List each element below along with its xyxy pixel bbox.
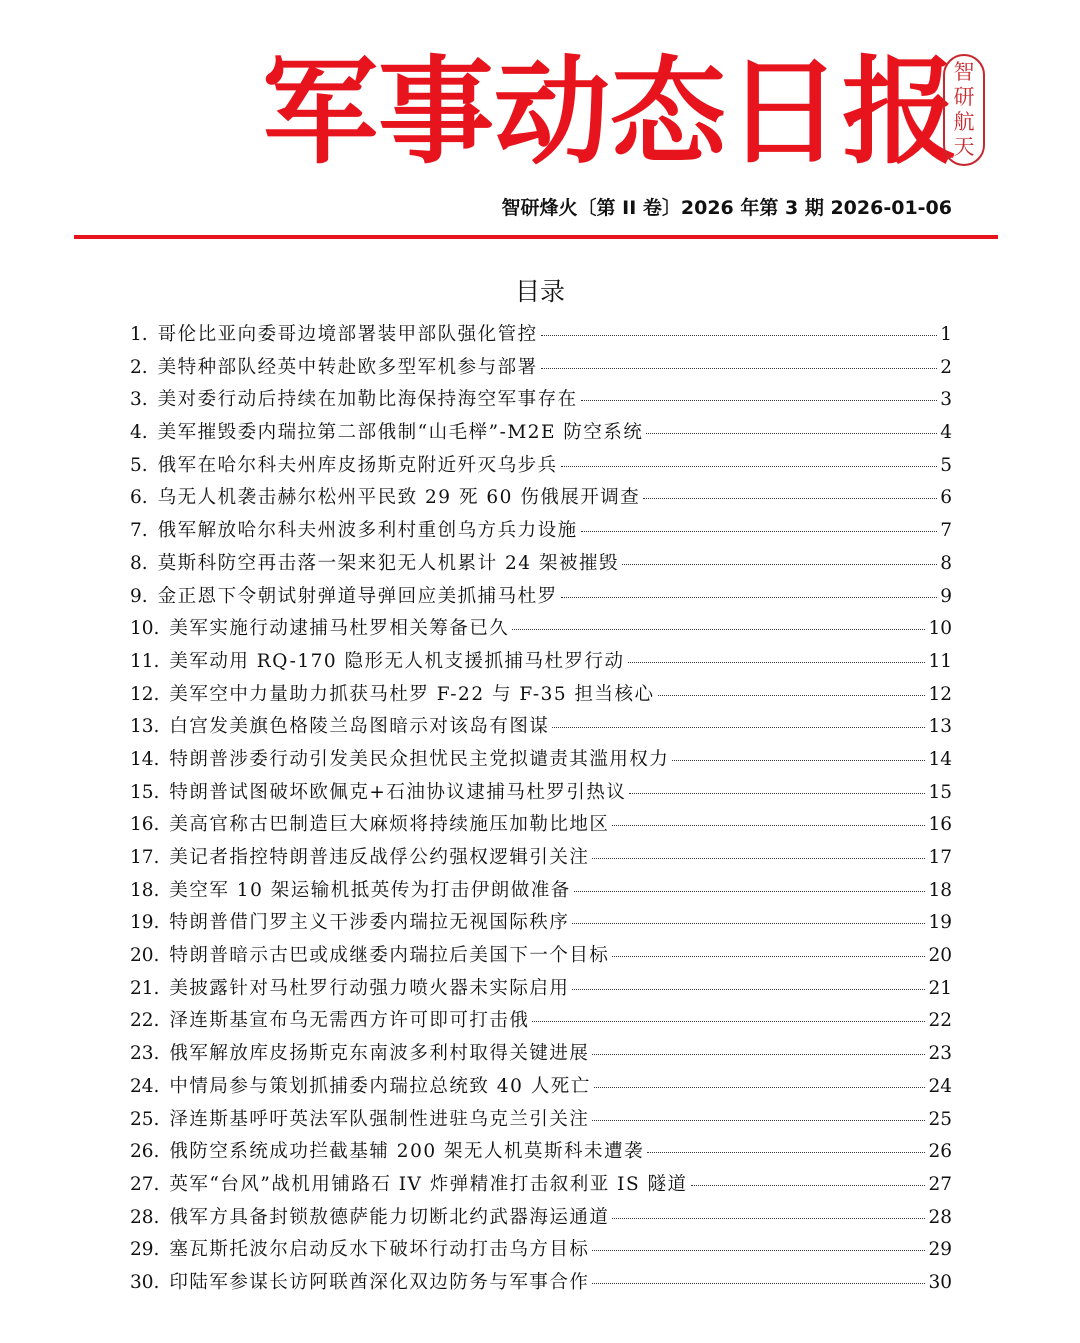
toc-entry-title: 美特种部队经英中转赴欧多型军机参与部署 — [157, 356, 538, 378]
masthead-title — [262, 45, 958, 180]
toc-entry-title: 美高官称古巴制造巨大麻烦将持续施压加勒比地区 — [169, 814, 610, 836]
toc-entry-title: 美军空中力量助力抓获马杜罗 F-22 与 F-35 担当核心 — [169, 683, 655, 705]
toc-entry[interactable] — [130, 385, 952, 418]
toc-entry-number: 5. — [130, 454, 148, 476]
toc-entry-number: 14. — [130, 748, 160, 770]
toc-entry-leader — [561, 597, 938, 598]
toc-entry-leader — [541, 335, 938, 336]
toc-entry-number: 28. — [130, 1206, 160, 1228]
seal-char: 航 — [953, 110, 975, 134]
toc-entry-page: 9 — [940, 585, 952, 607]
toc-entry[interactable] — [130, 418, 952, 451]
toc-entry[interactable] — [130, 353, 952, 386]
toc-entry-number: 12. — [130, 683, 160, 705]
toc-entry-page: 5 — [940, 454, 952, 476]
toc-title: 目录 — [514, 277, 565, 306]
toc-entry-number: 16. — [130, 814, 160, 836]
toc-entry[interactable] — [130, 1006, 952, 1039]
toc-entry[interactable] — [130, 1203, 952, 1236]
toc-entry-leader — [691, 1185, 926, 1186]
toc-entry-number: 9. — [130, 585, 148, 607]
toc-entry-title: 美空军 10 架运输机抵英传为打击伊朗做准备 — [169, 879, 571, 901]
seal-char: 智 — [953, 60, 975, 84]
toc-entry-title: 特朗普暗示古巴或成继委内瑞拉后美国下一个目标 — [169, 945, 610, 967]
masthead-title-char: 日 — [726, 45, 842, 180]
toc-entry-title: 特朗普涉委行动引发美民众担忧民主党拟谴责其滥用权力 — [169, 748, 670, 770]
toc-entry[interactable] — [130, 647, 952, 680]
toc-entry-page: 26 — [928, 1141, 952, 1163]
toc-entry-number: 19. — [130, 912, 160, 934]
toc-entry-page: 30 — [928, 1271, 952, 1293]
toc-entry[interactable] — [130, 778, 952, 811]
toc-entry-number: 2. — [130, 356, 148, 378]
toc-entry-title: 美记者指控特朗普违反战俘公约强权逻辑引关注 — [169, 847, 590, 868]
toc-entry[interactable] — [130, 1105, 952, 1138]
toc-entry-page: 29 — [928, 1239, 952, 1261]
toc-entry[interactable] — [130, 451, 952, 484]
toc-entry-page: 3 — [940, 389, 952, 411]
masthead-title-char: 报 — [842, 45, 958, 180]
toc-entry-leader — [592, 858, 925, 859]
masthead-title-char: 态 — [610, 45, 726, 180]
toc-entry-page: 2 — [940, 356, 952, 378]
toc-entry-number: 22. — [130, 1010, 160, 1032]
toc-entry-page: 11 — [928, 650, 952, 672]
toc-entry-title: 金正恩下令朝试射弹道导弹回应美抓捕马杜罗 — [157, 585, 558, 607]
toc-entry-title: 哥伦比亚向委哥边境部署装甲部队强化管控 — [157, 324, 538, 345]
toc-entry-leader — [612, 956, 925, 957]
toc-entry-leader — [532, 1021, 925, 1022]
toc-entry-title: 乌无人机袭击赫尔松州平民致 29 死 60 伤俄展开调查 — [157, 487, 641, 509]
toc-entry[interactable] — [130, 843, 952, 876]
toc-entry-number: 4. — [130, 422, 148, 444]
toc-entry-title: 美军摧毁委内瑞拉第二部俄制“山毛榉”-M2E 防空系统 — [157, 422, 644, 444]
toc-entry-page: 4 — [940, 422, 952, 444]
toc-entry[interactable] — [130, 582, 952, 615]
toc-entry-title: 美披露针对马杜罗行动强力喷火器未实际启用 — [169, 977, 570, 999]
toc-entry-page: 23 — [928, 1043, 952, 1065]
seal-char: 研 — [953, 85, 975, 109]
toc-entry[interactable] — [130, 1268, 952, 1301]
toc-entry-leader — [672, 760, 925, 761]
toc-entry-title: 俄防空系统成功拦截基辅 200 架无人机莫斯科未遭袭 — [169, 1141, 644, 1163]
toc-entry[interactable] — [130, 712, 952, 745]
toc-entry[interactable] — [130, 876, 952, 909]
toc-entry-title: 俄军在哈尔科夫州库皮扬斯克附近歼灭乌步兵 — [157, 454, 558, 476]
toc-entry-number: 29. — [130, 1239, 160, 1261]
toc-entry-page: 19 — [928, 912, 952, 934]
toc-entry-leader — [592, 1250, 925, 1251]
toc-entry-title: 莫斯科防空再击落一架来犯无人机累计 24 架被摧毁 — [157, 552, 619, 574]
toc-entry-title: 中情局参与策划抓捕委内瑞拉总统致 40 人死亡 — [169, 1075, 591, 1097]
toc-entry-number: 3. — [130, 389, 148, 411]
toc-entry-number: 24. — [130, 1075, 160, 1097]
toc-entry[interactable] — [130, 614, 952, 647]
toc-entry[interactable] — [130, 810, 952, 843]
toc-entry-leader — [592, 1120, 925, 1121]
toc-entry-leader — [572, 989, 925, 990]
toc-entry-title: 美对委行动后持续在加勒比海保持海空军事存在 — [157, 389, 578, 411]
toc-entry-leader — [592, 1283, 925, 1284]
toc-entry-page: 6 — [940, 487, 952, 509]
toc-entry-page: 18 — [928, 879, 952, 901]
toc-entry-leader — [628, 662, 926, 663]
seal-char: 天 — [953, 135, 975, 159]
table-of-contents — [130, 320, 952, 1301]
toc-entry-page: 24 — [928, 1075, 952, 1097]
toc-entry-page: 14 — [928, 748, 952, 770]
toc-entry-page: 21 — [928, 977, 952, 999]
toc-entry-number: 13. — [130, 716, 160, 738]
toc-entry-number: 25. — [130, 1108, 160, 1130]
toc-entry-leader — [647, 1152, 925, 1153]
toc-entry-leader — [643, 498, 937, 499]
toc-entry[interactable] — [130, 1170, 952, 1203]
toc-entry[interactable] — [130, 908, 952, 941]
toc-entry-number: 15. — [130, 781, 160, 803]
toc-entry[interactable] — [130, 1072, 952, 1105]
toc-entry[interactable] — [130, 745, 952, 778]
toc-entry-leader — [612, 825, 925, 826]
toc-entry-page: 1 — [940, 324, 952, 345]
toc-entry-leader — [561, 466, 938, 467]
toc-entry-title: 美军实施行动逮捕马杜罗相关筹备已久 — [169, 618, 510, 640]
toc-entry-leader — [622, 564, 937, 565]
toc-entry-page: 27 — [928, 1173, 952, 1195]
toc-entry-leader — [574, 891, 926, 892]
toc-entry-leader — [541, 368, 938, 369]
toc-entry-page: 13 — [928, 716, 952, 738]
toc-entry-title: 俄军解放库皮扬斯克东南波多利村取得关键进展 — [169, 1043, 590, 1065]
toc-entry-title: 特朗普试图破坏欧佩克+石油协议逮捕马杜罗引热议 — [169, 781, 627, 803]
header-divider — [74, 235, 998, 239]
toc-entry[interactable] — [130, 941, 952, 974]
toc-entry-leader — [629, 793, 925, 794]
toc-entry[interactable] — [130, 320, 952, 353]
toc-entry-number: 8. — [130, 552, 148, 574]
toc-entry-number: 20. — [130, 945, 160, 967]
toc-entry-leader — [581, 531, 938, 532]
toc-entry[interactable] — [130, 680, 952, 713]
toc-entry-title: 泽连斯基宣布乌无需西方许可即可打击俄 — [169, 1010, 530, 1032]
toc-entry-page: 8 — [940, 552, 952, 574]
toc-entry-number: 6. — [130, 487, 148, 509]
masthead-title-char: 动 — [494, 45, 610, 180]
toc-entry-number: 23. — [130, 1043, 160, 1065]
toc-entry-number: 10. — [130, 618, 160, 640]
toc-entry-title: 特朗普借门罗主义干涉委内瑞拉无视国际秩序 — [169, 912, 570, 934]
toc-entry-title: 白宫发美旗色格陵兰岛图暗示对该岛有图谋 — [169, 716, 550, 738]
toc-entry-title: 印陆军参谋长访阿联酋深化双边防务与军事合作 — [169, 1271, 590, 1293]
toc-entry-page: 28 — [928, 1206, 952, 1228]
toc-entry-number: 1. — [130, 324, 148, 345]
publisher-seal — [943, 54, 985, 166]
toc-entry-leader — [612, 1218, 925, 1219]
toc-entry-number: 27. — [130, 1173, 160, 1195]
toc-entry[interactable] — [130, 1137, 952, 1170]
toc-entry-leader — [581, 400, 938, 401]
toc-entry[interactable] — [130, 1039, 952, 1072]
toc-entry-title: 塞瓦斯托波尔启动反水下破坏行动打击乌方目标 — [169, 1239, 590, 1261]
toc-entry[interactable] — [130, 1235, 952, 1268]
toc-entry-leader — [512, 629, 925, 630]
toc-entry-title: 英军“台风”战机用铺路石 IV 炸弹精准打击叙利亚 IS 隧道 — [169, 1173, 688, 1195]
toc-entry-leader — [552, 727, 925, 728]
toc-entry-page: 20 — [928, 945, 952, 967]
toc-entry[interactable] — [130, 483, 952, 516]
toc-entry-leader — [658, 695, 926, 696]
toc-entry-title: 美军动用 RQ-170 隐形无人机支援抓捕马杜罗行动 — [169, 650, 625, 672]
toc-entry-page: 25 — [928, 1108, 952, 1130]
toc-entry-title: 俄军解放哈尔科夫州波多利村重创乌方兵力设施 — [157, 520, 578, 542]
toc-entry-page: 7 — [940, 520, 952, 542]
toc-entry-title: 泽连斯基呼吁英法军队强制性进驻乌克兰引关注 — [169, 1108, 590, 1130]
toc-entry[interactable] — [130, 516, 952, 549]
toc-entry-page: 15 — [928, 781, 952, 803]
toc-entry-title: 俄军方具备封锁敖德萨能力切断北约武器海运通道 — [169, 1206, 610, 1228]
toc-entry-page: 12 — [928, 683, 952, 705]
toc-entry[interactable] — [130, 974, 952, 1007]
toc-entry-number: 30. — [130, 1271, 160, 1293]
toc-entry-leader — [594, 1087, 926, 1088]
toc-entry-page: 10 — [928, 618, 952, 640]
masthead-title-char: 军 — [262, 45, 378, 180]
toc-entry-number: 11. — [130, 650, 160, 672]
toc-entry-number: 7. — [130, 520, 148, 542]
toc-entry-number: 17. — [130, 847, 160, 868]
toc-entry-leader — [572, 923, 925, 924]
toc-entry-leader — [592, 1054, 925, 1055]
toc-entry-page: 17 — [928, 847, 952, 868]
toc-entry-page: 16 — [928, 814, 952, 836]
toc-entry-page: 22 — [928, 1010, 952, 1032]
toc-entry-number: 18. — [130, 879, 160, 901]
toc-entry-number: 21. — [130, 977, 160, 999]
masthead-title-char: 事 — [378, 45, 494, 180]
toc-entry-leader — [646, 433, 937, 434]
issue-line: 智研烽火〔第 II 卷〕2026 年第 3 期 2026-01-06 — [501, 197, 952, 219]
toc-entry-number: 26. — [130, 1141, 160, 1163]
toc-entry[interactable] — [130, 549, 952, 582]
